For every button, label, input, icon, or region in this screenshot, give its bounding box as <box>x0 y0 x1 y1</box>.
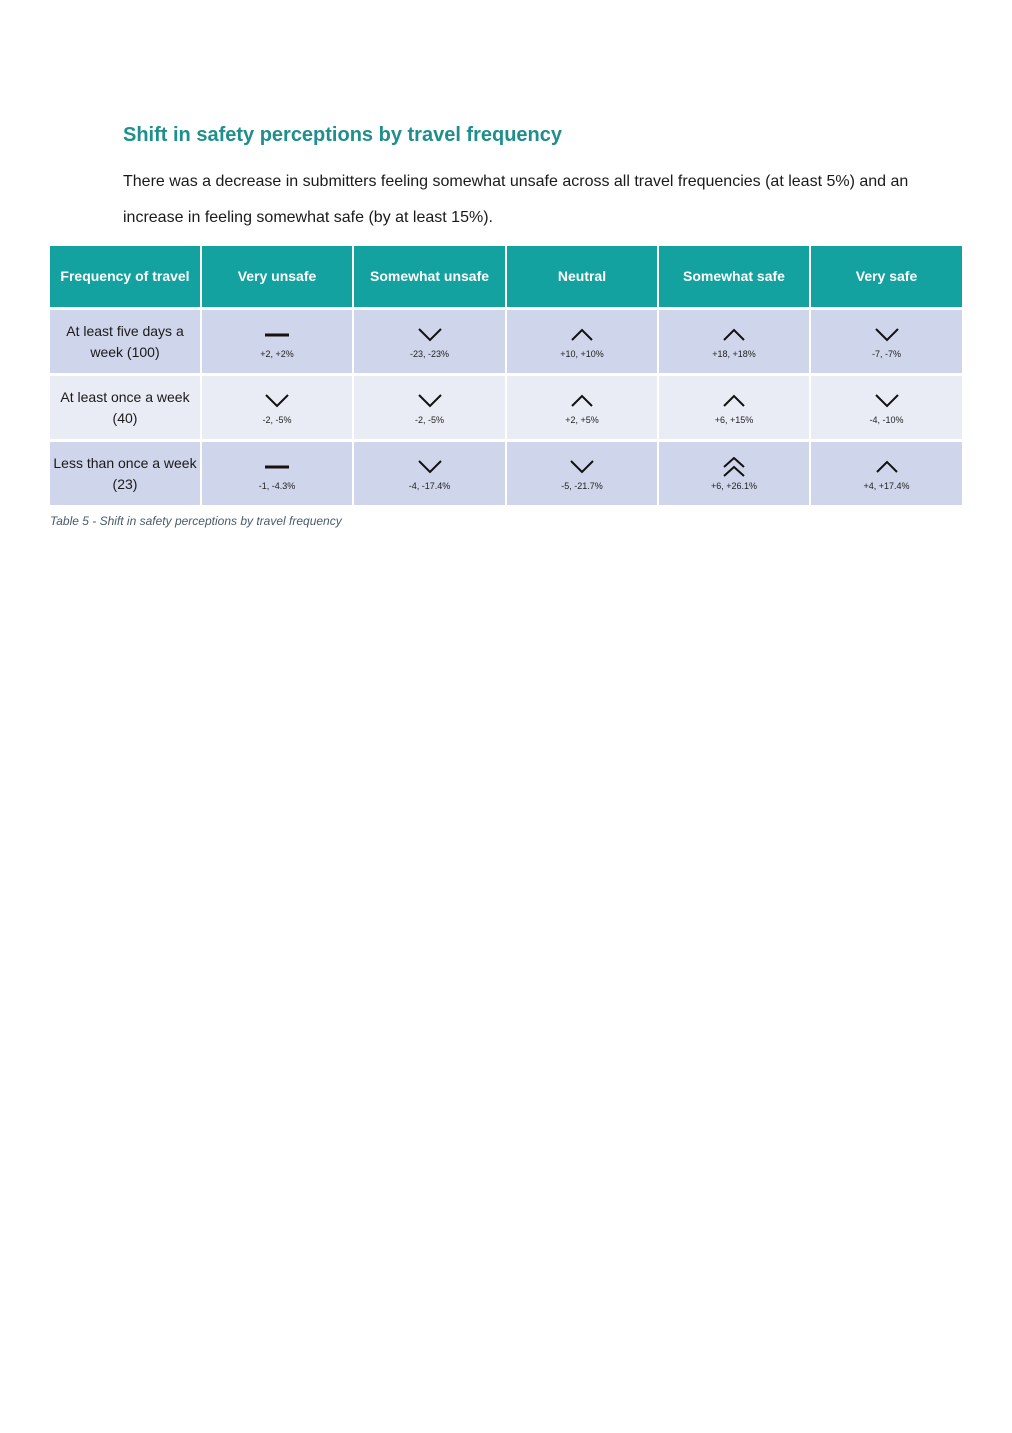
cell-value: -7, -7% <box>871 348 901 359</box>
chevron-down-icon <box>417 457 443 477</box>
cell-value: +4, +17.4% <box>863 480 910 491</box>
column-header: Very safe <box>811 246 962 307</box>
table-row <box>50 307 962 373</box>
chevron-up-icon <box>721 391 747 411</box>
cell-value: +2, +5% <box>565 414 599 425</box>
dash-icon <box>264 325 290 345</box>
chevron-down-icon <box>417 325 443 345</box>
cell-value: -5, -21.7% <box>561 480 603 491</box>
row-label-cell <box>50 439 202 505</box>
chevron-up-icon <box>874 457 900 477</box>
table-cell <box>202 439 354 505</box>
chevron-down-icon <box>569 457 595 477</box>
cell-value: +6, +15% <box>714 414 754 425</box>
table-cell <box>507 307 659 373</box>
table-row <box>50 439 962 505</box>
table-header-row <box>50 246 962 307</box>
table-cell <box>811 439 962 505</box>
cell-value: -1, -4.3% <box>258 480 296 491</box>
row-label-cell <box>50 373 202 439</box>
row-label: Less than once a week (23) <box>53 454 197 492</box>
chevron-up-icon <box>721 325 747 345</box>
safety-table <box>50 246 962 505</box>
table-cell <box>811 307 962 373</box>
section-heading: Shift in safety perceptions by travel frequency <box>123 124 563 146</box>
table-cell <box>659 307 811 373</box>
table-cell <box>659 439 811 505</box>
row-label: At least once a week (40) <box>60 388 190 426</box>
chevron-down-icon <box>264 391 290 411</box>
column-header: Frequency of travel <box>50 246 202 307</box>
row-label-cell <box>50 307 202 373</box>
column-header: Somewhat unsafe <box>354 246 507 307</box>
chevron-down-icon <box>874 325 900 345</box>
cell-value: +18, +18% <box>712 348 756 359</box>
cell-value: +2, +2% <box>260 348 294 359</box>
cell-value: +10, +10% <box>560 348 604 359</box>
cell-value: -4, -17.4% <box>408 480 451 491</box>
cell-value: -2, -5% <box>262 414 292 425</box>
chevron-up-icon <box>569 391 595 411</box>
column-header: Very unsafe <box>202 246 354 307</box>
row-label: At least five days a week (100) <box>66 322 184 360</box>
table-cell <box>202 307 354 373</box>
cell-value: -4, -10% <box>869 414 904 425</box>
cell-value: +6, +26.1% <box>710 480 758 491</box>
table-cell <box>354 307 507 373</box>
table-cell <box>507 439 659 505</box>
table-cell <box>202 373 354 439</box>
table-caption: Table 5 - Shift in safety perceptions by travel frequency <box>50 514 342 528</box>
cell-value: -23, -23% <box>409 348 450 359</box>
double-chevron-up-icon <box>721 457 747 477</box>
table-cell <box>659 373 811 439</box>
intro-paragraph: There was a decrease in submitters feeling somewhat unsafe across all travel frequencies (at least 5%) and an increase in feeling somewhat safe (by at least 15%). <box>123 173 909 226</box>
chevron-down-icon <box>417 391 443 411</box>
chevron-up-icon <box>569 325 595 345</box>
column-header: Somewhat safe <box>659 246 811 307</box>
cell-value: -2, -5% <box>414 414 444 425</box>
table-cell <box>354 373 507 439</box>
table-row <box>50 373 962 439</box>
table-cell <box>811 373 962 439</box>
dash-icon <box>264 457 290 477</box>
column-header: Neutral <box>507 246 659 307</box>
table-cell <box>507 373 659 439</box>
table-cell <box>354 439 507 505</box>
chevron-down-icon <box>874 391 900 411</box>
